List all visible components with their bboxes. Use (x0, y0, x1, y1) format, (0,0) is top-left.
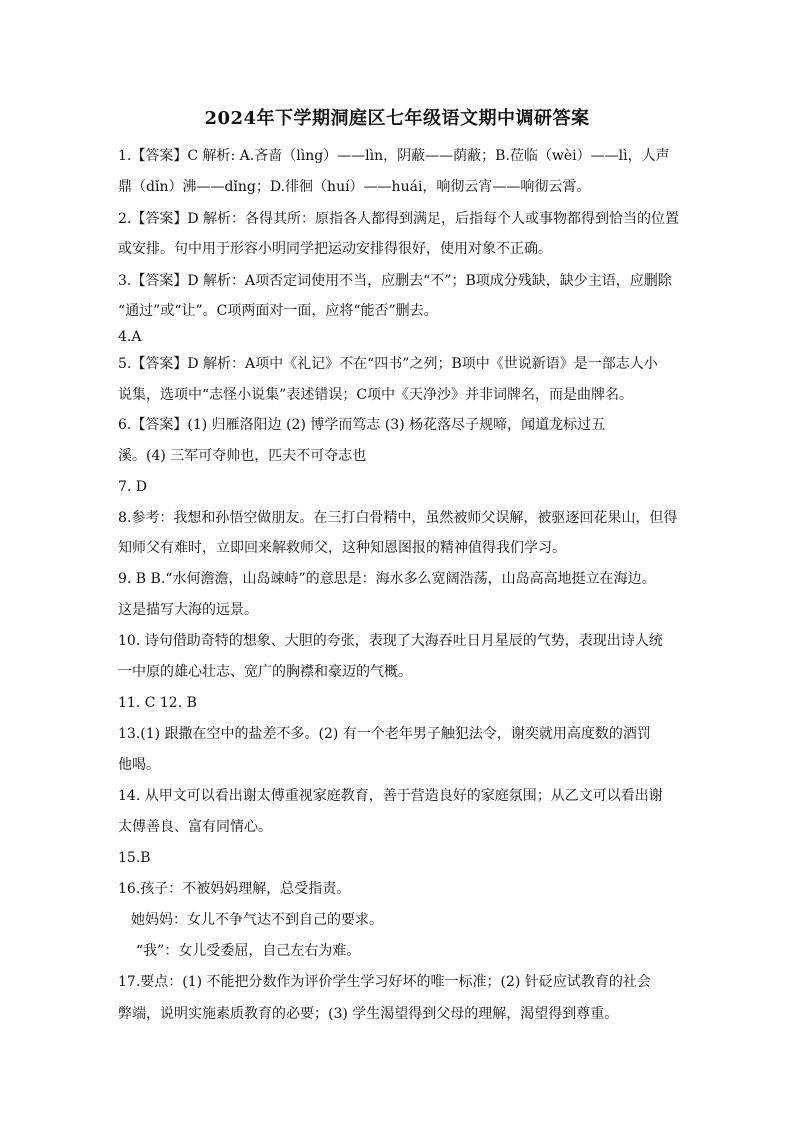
document-title: 2024年下学期洞庭区七年级语文期中调研答案 (204, 108, 590, 129)
answer-line: 4.A (118, 329, 142, 345)
answer-line: 7. D (118, 479, 148, 495)
answer-line: 13.(1) 跟撒在空中的盐差不多。(2) 有一个老年男子触犯法令，谢奕就用高度数的酒罚 (118, 726, 651, 742)
answer-line: 或安排。句中用于形容小明同学把运动安排得很好，使用对象不正确。 (118, 241, 552, 257)
answer-line: 弊端，说明实施素质教育的必要；(3) 学生渴望得到父母的理解，渴望得到尊重。 (118, 1006, 619, 1022)
answer-line: 说集，选项中“志怪小说集”表述错误；C项中《天净沙》并非词牌名，而是曲牌名。 (118, 387, 634, 403)
answer-line: 17.要点：(1) 不能把分数作为评价学生学习好坏的唯一标准；(2) 针砭应试教育的社会 (118, 974, 651, 990)
answer-line: 这是描写大海的远景。 (118, 602, 258, 618)
answer-line: 2.【答案】D 解析：各得其所：原指各人都得到满足，后指每个人或事物都得到恰当的位置 (118, 211, 680, 227)
answer-line: 16.孩子：不被妈妈理解，总受指责。 (118, 881, 351, 897)
answer-line: 一中原的雄心壮志、宽广的胸襟和豪迈的气概。 (118, 664, 412, 680)
answer-line: 15.B (118, 850, 151, 866)
answer-line: 太傅善良、富有同情心。 (118, 819, 272, 835)
answer-line: 8.参考：我想和孙悟空做朋友。在三打白骨精中，虽然被师父误解，被驱逐回花果山，但得 (118, 510, 678, 526)
answer-line: 他喝。 (118, 757, 160, 773)
answer-line: 她妈妈：女儿不争气达不到自己的要求。 (131, 912, 383, 928)
answer-line: “我”：女儿受委屈，自己左右为难。 (136, 943, 361, 959)
answer-line: 14. 从甲文可以看出谢太傅重视家庭教育，善于营造良好的家庭氛围；从乙文可以看出谢 (118, 788, 663, 804)
answer-line: 3.【答案】D 解析：A项否定词使用不当，应删去“不”；B项成分残缺，缺少主语，应删除 (118, 273, 672, 289)
answer-line: “通过”或“让”。C项两面对一面，应将“能否”删去。 (118, 303, 438, 319)
answer-line: 5.【答案】D 解析：A项中《礼记》不在“四书”之列；B项中《世说新语》是一部志人小 (118, 356, 658, 372)
answer-line: 9. B B.“水何澹澹，山岛竦峙”的意思是：海水多么宽阔浩荡，山岛高高地挺立在海边。 (118, 571, 656, 587)
answer-line: 1.【答案】C 解析: A.吝啬（lìng）——lìn，阴蔽——荫蔽；B.莅临（wèi）——lì，人声 (118, 148, 670, 164)
answer-line: 6.【答案】(1) 归雁洛阳边 (2) 博学而笃志 (3) 杨花落尽子规啼，闻道龙标过五 (118, 417, 606, 433)
answer-line: 溪。(4) 三军可夺帅也，匹夫不可夺志也 (118, 448, 367, 464)
answer-line: 知师父有难时，立即回来解救师父，这种知恩图报的精神值得我们学习。 (118, 540, 566, 556)
answer-line: 11. C 12. B (118, 695, 197, 711)
answer-line: 鼎（dǐn）沸——dǐng；D.徘徊（huí）——huái，响彻云宵——响彻云霄。 (118, 179, 591, 195)
answer-line: 10. 诗句借助奇特的想象、大胆的夸张，表现了大海吞吐日月星辰的气势，表现出诗人统 (118, 633, 663, 649)
